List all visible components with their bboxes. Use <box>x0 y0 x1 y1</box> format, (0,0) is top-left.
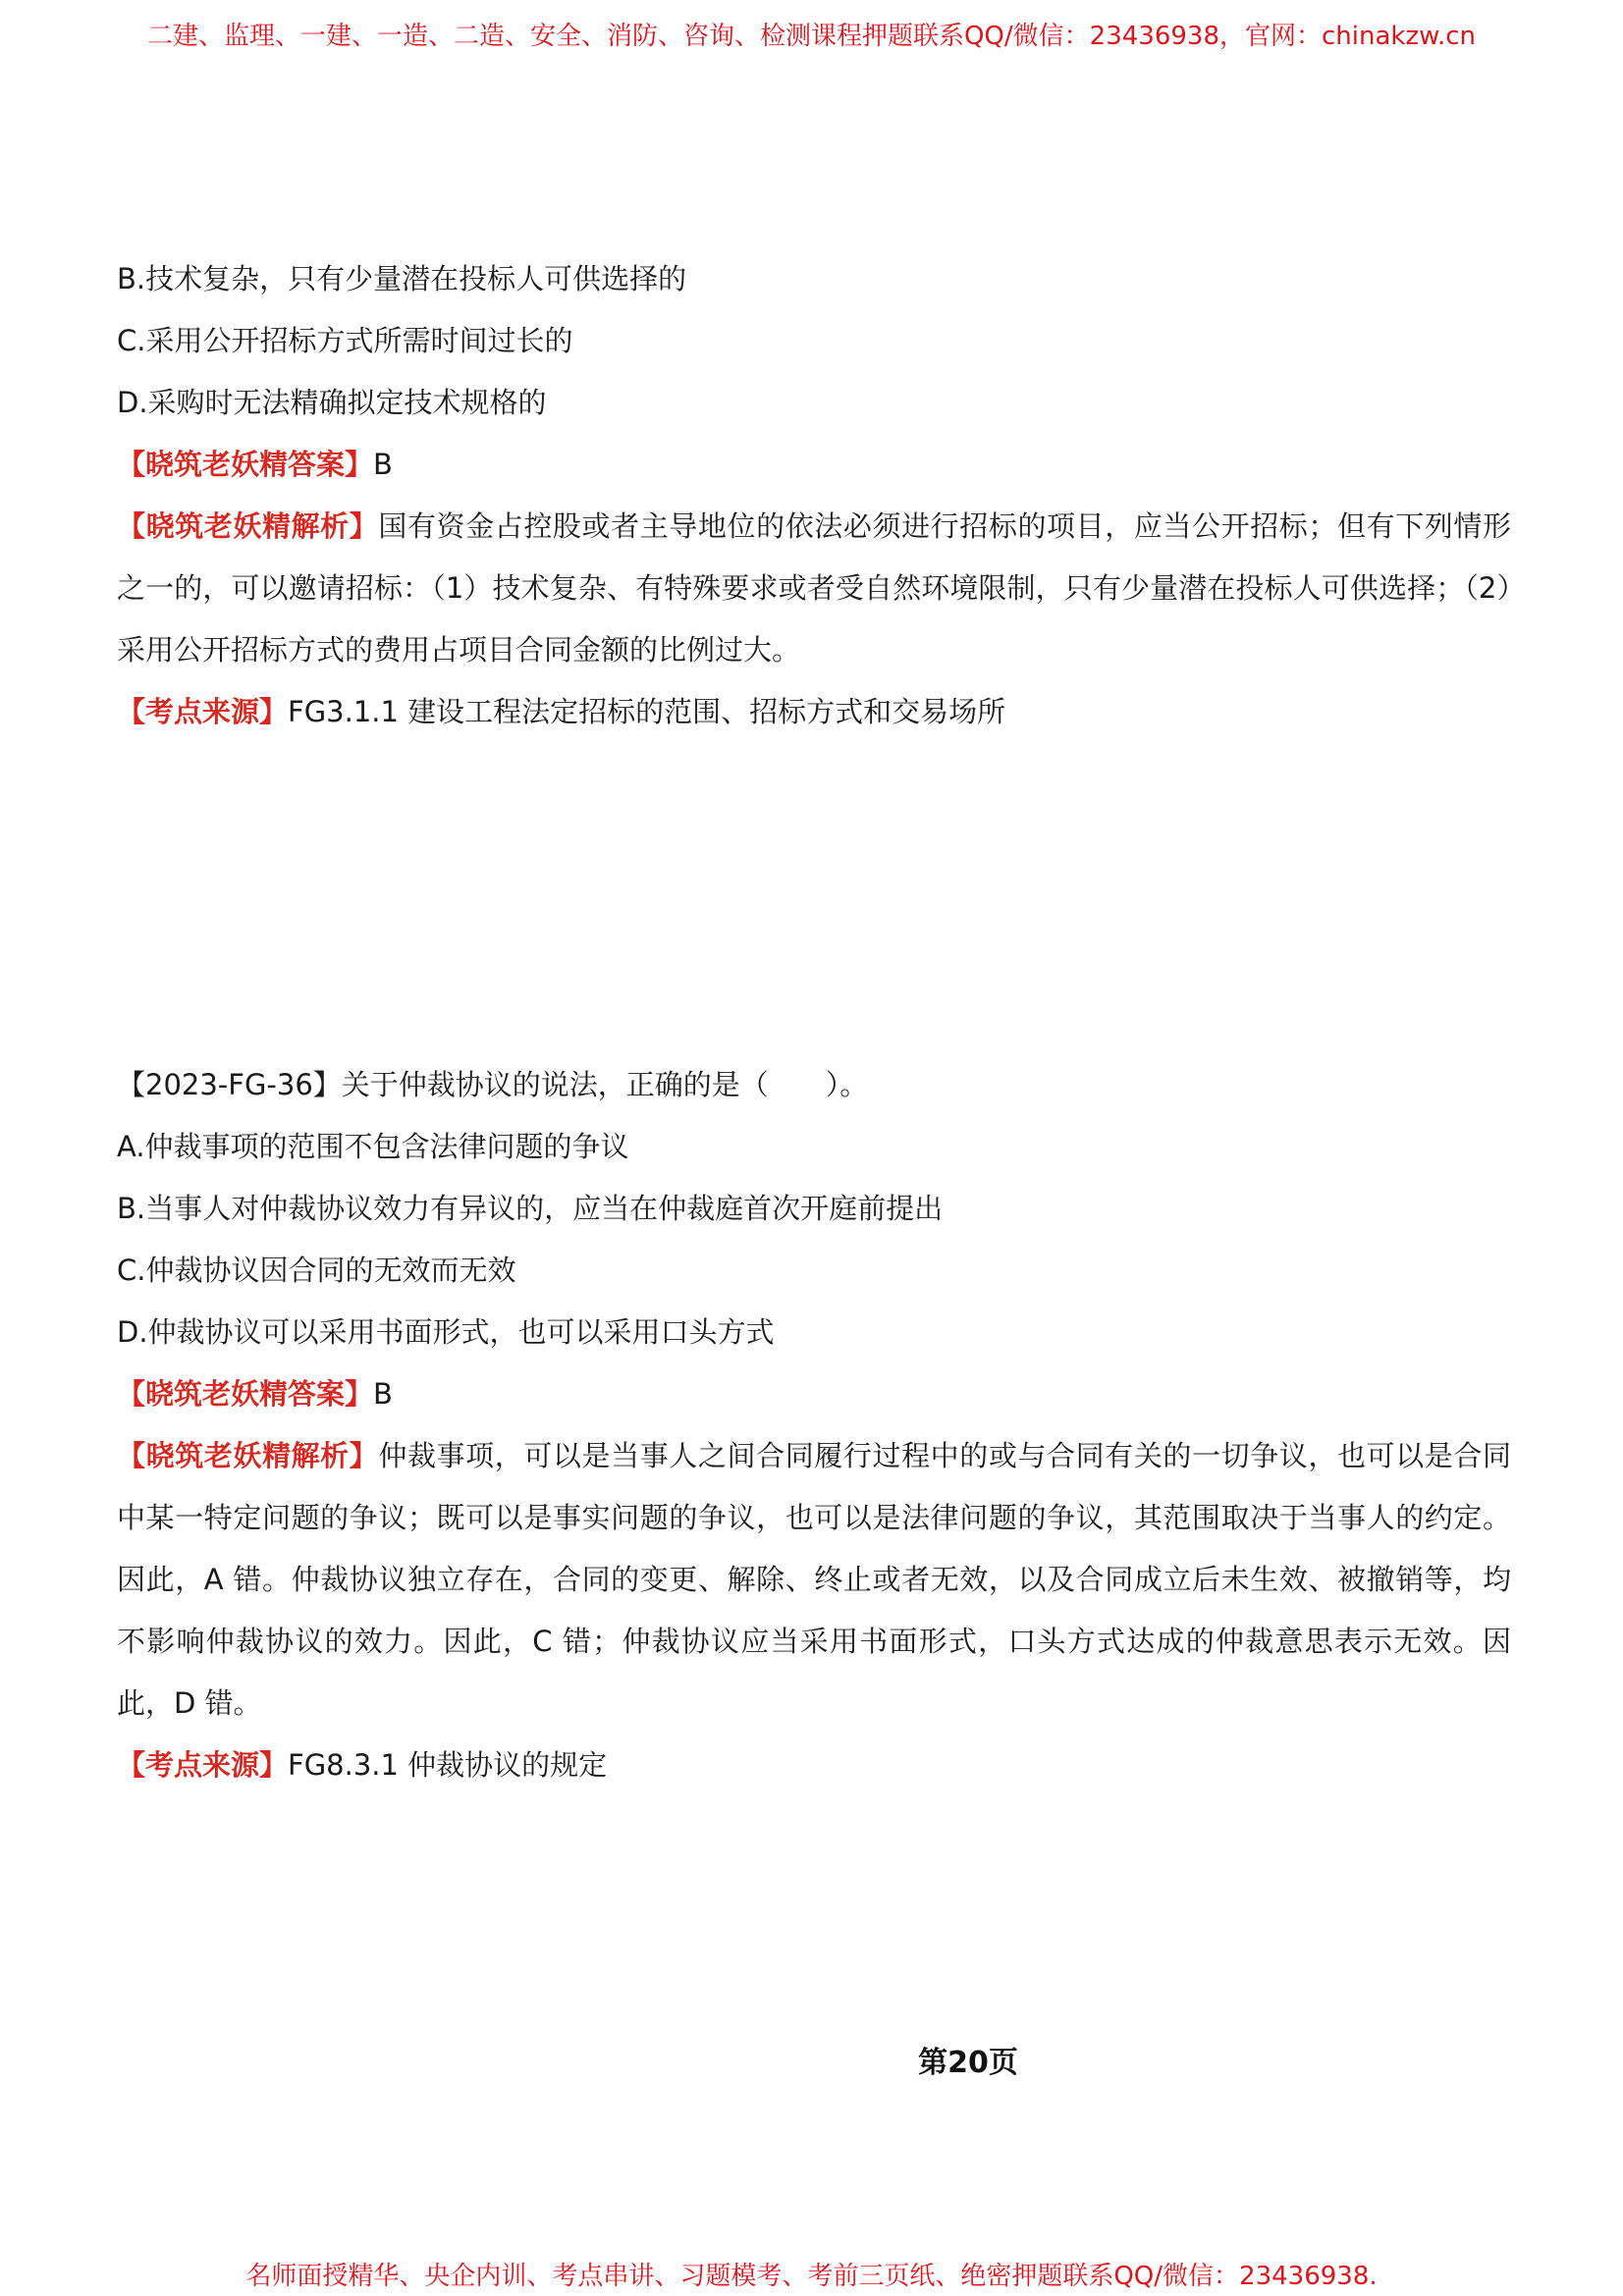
question-2-answer <box>117 1363 1511 1425</box>
page-number: 第20页 <box>918 2046 1018 2080</box>
source-text: FG8.3.1 仲裁协议的规定 <box>288 1748 608 1782</box>
analysis-text: 仲裁事项，可以是当事人之间合同履行过程中的或与合同有关的一切争议，也可以是合同中某一特定问题的争议；既可以是事实问题的争议，也可以是法律问题的争议，其范围取决于当事人的约定。因此，A 错。仲裁协议独立存在，合同的变更、解除、终止或者无效，以及合同成立后未生效、被撤销等，均不影响仲裁协议的效力。因此，C 错；仲裁协议应当采用书面形式，口头方式达成的仲裁意思表示无效。因此，D 错。 <box>117 1439 1511 1720</box>
source-tag: 【考点来源】 <box>117 1748 289 1782</box>
question-2-option-c: C.仲裁协议因合同的无效而无效 <box>117 1254 516 1287</box>
header-banner: 二建、监理、一建、一造、二造、安全、消防、咨询、检测课程押题联系QQ/微信：23436938，官网：chinakzw.cn <box>146 22 1477 51</box>
question-1-option-d: D.采购时无法精确拟定技术规格的 <box>117 386 547 419</box>
question-1-option-c: C.采用公开招标方式所需时间过长的 <box>117 324 573 357</box>
question-2-option-b: B.当事人对仲裁协议效力有异议的，应当在仲裁庭首次开庭前提出 <box>117 1192 944 1225</box>
question-1-source <box>117 681 1511 743</box>
question-1-block <box>117 248 1511 743</box>
answer-value: B <box>373 1377 393 1411</box>
question-2-option-d: D.仲裁协议可以采用书面形式，也可以采用口头方式 <box>117 1315 775 1349</box>
answer-tag: 【晓筑老妖精答案】 <box>117 448 374 481</box>
question-2-analysis <box>117 1425 1511 1735</box>
source-text: FG3.1.1 建设工程法定招标的范围、招标方式和交易场所 <box>288 695 1006 728</box>
question-2-source <box>117 1735 1511 1796</box>
question-2-stem: 【2023-FG-36】关于仲裁协议的说法，正确的是（ ）。 <box>117 1068 869 1101</box>
question-1-analysis <box>117 496 1511 681</box>
question-1-answer <box>117 434 1511 496</box>
question-1-option-b: B.技术复杂，只有少量潜在投标人可供选择的 <box>117 262 687 295</box>
footer-banner: 名师面授精华、央企内训、考点串讲、习题模考、考前三页纸、绝密押题联系QQ/微信：23436938. <box>245 2262 1378 2291</box>
analysis-tag: 【晓筑老妖精解析】 <box>117 1439 379 1472</box>
question-2-block <box>117 1054 1511 1796</box>
answer-value: B <box>373 448 393 481</box>
question-2-option-a: A.仲裁事项的范围不包含法律问题的争议 <box>117 1130 629 1163</box>
answer-tag: 【晓筑老妖精答案】 <box>117 1377 374 1411</box>
analysis-text: 国有资金占控股或者主导地位的依法必须进行招标的项目，应当公开招标；但有下列情形之一的，可以邀请招标：（1）技术复杂、有特殊要求或者受自然环境限制，只有少量潜在投标人可供选择；（2）采用公开招标方式的费用占项目合同金额的比例过大。 <box>117 509 1511 667</box>
analysis-tag: 【晓筑老妖精解析】 <box>117 509 379 543</box>
source-tag: 【考点来源】 <box>117 695 289 728</box>
